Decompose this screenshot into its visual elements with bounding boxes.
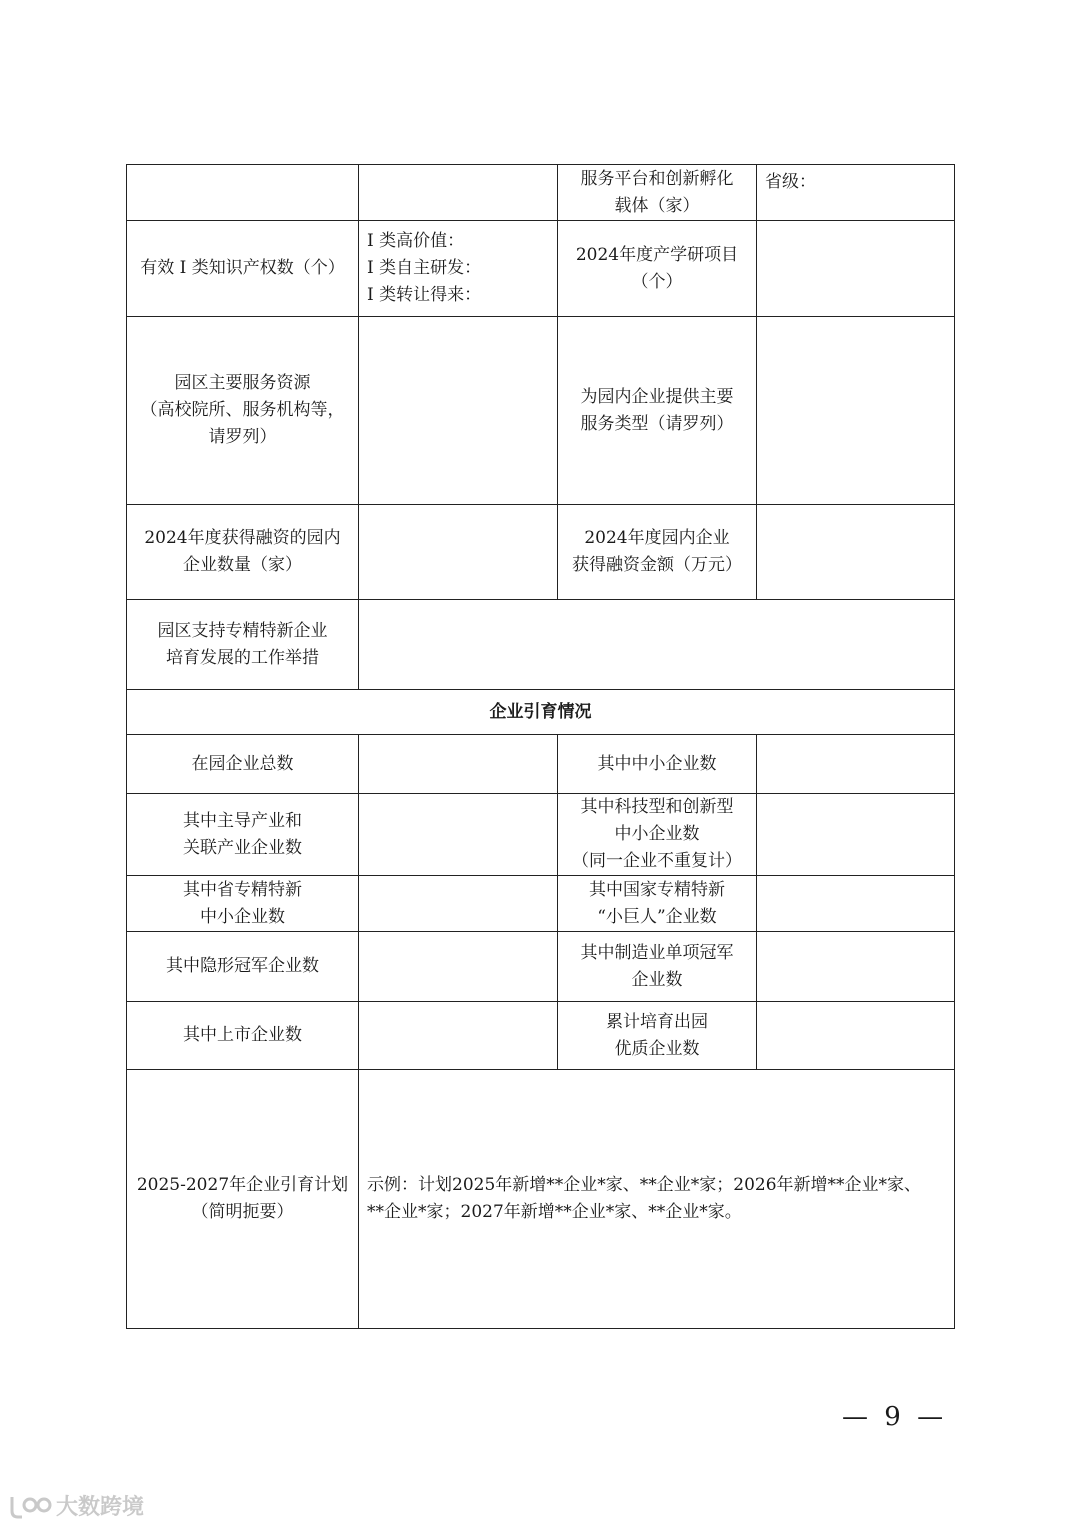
page-number: — 9 — bbox=[842, 1402, 948, 1432]
form-table bbox=[126, 164, 955, 1329]
table-row bbox=[127, 1002, 955, 1070]
total-companies-label: 在园企业总数 bbox=[127, 735, 359, 794]
table-cell-empty bbox=[757, 1002, 955, 1070]
logo-icon bbox=[8, 1491, 52, 1521]
sme-count-label: 其中中小企业数 bbox=[558, 735, 757, 794]
table-cell-empty bbox=[359, 932, 558, 1002]
table-row bbox=[127, 221, 955, 317]
leading-industry-label: 其中主导产业和 关联产业企业数 bbox=[127, 794, 359, 876]
table-row bbox=[127, 794, 955, 876]
watermark-text: 大数跨境 bbox=[56, 1495, 145, 1520]
financing-amount-label: 2024年度园内企业 获得融资金额（万元） bbox=[558, 505, 757, 600]
recruitment-plan-example: 示例：计划2025年新增**企业*家、**企业*家；2026年新增**企业*家、 **企业*家；2027年新增**企业*家、**企业*家。 bbox=[359, 1070, 955, 1329]
research-projects-label: 2024年度产学研项目 （个） bbox=[558, 221, 757, 317]
table-cell-empty bbox=[757, 505, 955, 600]
single-champion-label: 其中制造业单项冠军 企业数 bbox=[558, 932, 757, 1002]
section-title: 企业引育情况 bbox=[127, 690, 955, 735]
table-cell-empty bbox=[359, 794, 558, 876]
table-row bbox=[127, 690, 955, 735]
table-row bbox=[127, 165, 955, 221]
provincial-level-label: 省级： bbox=[757, 165, 955, 221]
financed-companies-label: 2024年度获得融资的园内 企业数量（家） bbox=[127, 505, 359, 600]
table-cell-empty bbox=[359, 735, 558, 794]
table-row bbox=[127, 876, 955, 932]
table-cell-empty bbox=[757, 932, 955, 1002]
recruitment-plan-label: 2025-2027年企业引育计划 （简明扼要） bbox=[127, 1070, 359, 1329]
graduated-companies-label: 累计培育出园 优质企业数 bbox=[558, 1002, 757, 1070]
table-cell-empty bbox=[359, 165, 558, 221]
ip-count-label: 有效 I 类知识产权数（个） bbox=[127, 221, 359, 317]
ip-type-list: I 类高价值： I 类自主研发： I 类转让得来： bbox=[359, 221, 558, 317]
table-cell-empty bbox=[757, 221, 955, 317]
table-row bbox=[127, 932, 955, 1002]
table-cell-empty bbox=[359, 1002, 558, 1070]
table-cell-empty bbox=[359, 505, 558, 600]
support-measures-label: 园区支持专精特新企业 培育发展的工作举措 bbox=[127, 600, 359, 690]
table-row bbox=[127, 1070, 955, 1329]
table-cell-empty bbox=[359, 876, 558, 932]
tech-sme-label: 其中科技型和创新型 中小企业数 （同一企业不重复计） bbox=[558, 794, 757, 876]
listed-companies-label: 其中上市企业数 bbox=[127, 1002, 359, 1070]
table-cell-empty bbox=[757, 735, 955, 794]
table-row bbox=[127, 317, 955, 505]
table-row bbox=[127, 735, 955, 794]
table-cell-empty bbox=[127, 165, 359, 221]
watermark bbox=[8, 1490, 144, 1521]
table-cell-empty bbox=[757, 317, 955, 505]
table-row bbox=[127, 505, 955, 600]
service-resources-label: 园区主要服务资源 （高校院所、服务机构等， 请罗列） bbox=[127, 317, 359, 505]
hidden-champion-label: 其中隐形冠军企业数 bbox=[127, 932, 359, 1002]
incubator-label: 服务平台和创新孵化 载体（家） bbox=[558, 165, 757, 221]
little-giant-label: 其中国家专精特新 “小巨人”企业数 bbox=[558, 876, 757, 932]
service-types-label: 为园内企业提供主要 服务类型（请罗列） bbox=[558, 317, 757, 505]
table-cell-empty bbox=[359, 317, 558, 505]
table-cell-empty bbox=[757, 794, 955, 876]
table-row bbox=[127, 600, 955, 690]
provincial-specialized-label: 其中省专精特新 中小企业数 bbox=[127, 876, 359, 932]
table-cell-empty bbox=[757, 876, 955, 932]
table-cell-empty bbox=[359, 600, 955, 690]
